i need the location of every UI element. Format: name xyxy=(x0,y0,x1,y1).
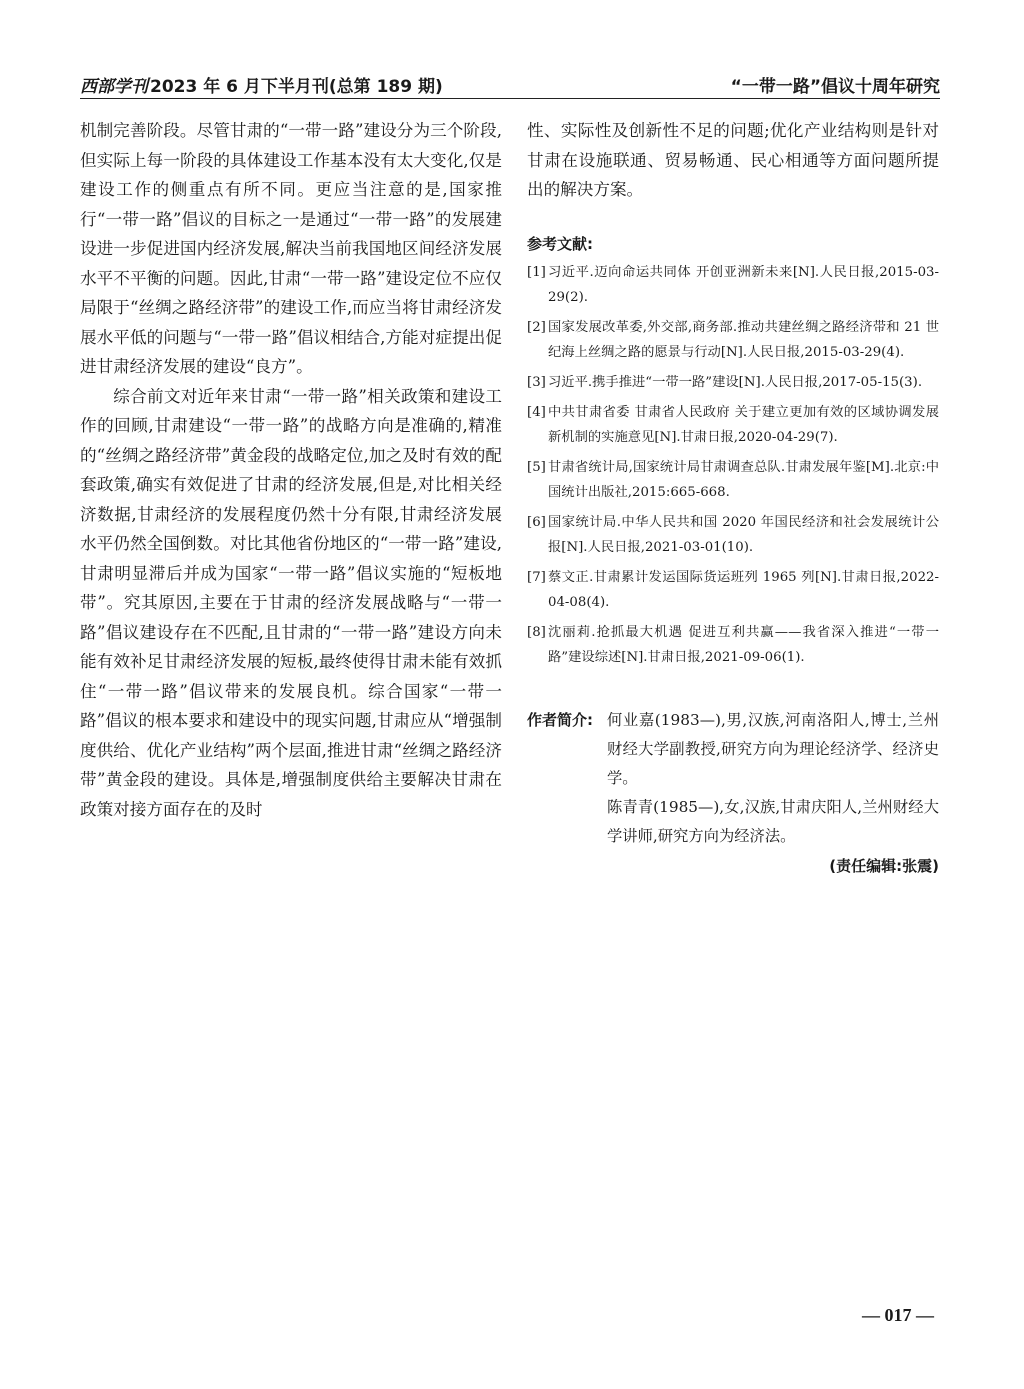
reference-number: [6] xyxy=(527,514,546,530)
section-title: “一带一路”倡议十周年研究 xyxy=(730,77,940,97)
reference-item xyxy=(527,315,939,365)
reference-number: [2] xyxy=(527,319,546,335)
author-bio: 何业嘉(1983—),男,汉族,河南洛阳人,博士,兰州财经大学副教授,研究方向为理论经济学、经济史学。 xyxy=(607,710,939,787)
reference-number: [3] xyxy=(527,374,546,390)
page-header xyxy=(80,62,940,97)
reference-text: 国家统计局.中华人民共和国 2020 年国民经济和社会发展统计公报[N].人民日报,2021-03-01(10). xyxy=(548,514,939,555)
reference-text: 甘肃省统计局,国家统计局甘肃调查总队.甘肃发展年鉴[M].北京:中国统计出版社,2015:665-668. xyxy=(548,459,939,500)
reference-item xyxy=(527,370,939,395)
reference-item xyxy=(527,260,939,310)
body-paragraph: 机制完善阶段。尽管甘肃的“一带一路”建设分为三个阶段,但实际上每一阶段的具体建设工作基本没有太大变化,仅是建设工作的侧重点有所不同。更应当注意的是,国家推行“一带一路”倡议的目标之一是通过“一带一路”的发展建设进一步促进国内经济发展,解决当前我国地区间经济发展水平不平衡的问题。因此,甘肃“一带一路”建设定位不应仅局限于“丝绸之路经济带”的建设工作,而应当将甘肃经济发展水平低的问题与“一带一路”倡议相结合,方能对症提出促进甘肃经济发展的建设“良方”。 xyxy=(80,121,502,376)
author-bio: 陈青青(1985—),女,汉族,甘肃庆阳人,兰州财经大学讲师,研究方向为经济法。 xyxy=(607,797,939,845)
reference-number: [5] xyxy=(527,459,546,475)
page-number: — 017 — xyxy=(862,1305,934,1325)
author-info xyxy=(527,706,939,851)
body-paragraph: 性、实际性及创新性不足的问题;优化产业结构则是针对甘肃在设施联通、贸易畅通、民心相通等方面问题所提出的解决方案。 xyxy=(527,121,939,199)
reference-number: [1] xyxy=(527,264,546,280)
issue-info: 2023 年 6 月下半月刊(总第 189 期) xyxy=(150,77,443,97)
reference-text: 中共甘肃省委 甘肃省人民政府 关于建立更加有效的区域协调发展新机制的实施意见[N].甘肃日报,2020-04-29(7). xyxy=(548,404,939,445)
header-rule xyxy=(80,98,940,99)
body-paragraph: 综合前文对近年来甘肃“一带一路”相关政策和建设工作的回顾,甘肃建设“一带一路”的战略方向是准确的,精准的“丝绸之路经济带”黄金段的战略定位,加之及时有效的配套政策,确实有效促进了甘肃的经济发展,但是,对比相关经济数据,甘肃经济的发展程度仍然十分有限,甘肃经济发展水平仍然全国倒数。对比其他省份地区的“一带一路”建设,甘肃明显滞后并成为国家“一带一路”倡议实施的“短板地带”。究其原因,主要在于甘肃的经济发展战略与“一带一路”倡议建设存在不匹配,且甘肃的“一带一路”建设方向未能有效补足甘肃经济发展的短板,最终使得甘肃未能有效抓住“一带一路”倡议带来的发展良机。综合国家“一带一路”倡议的根本要求和建设中的现实问题,甘肃应从“增强制度供给、优化产业结构”两个层面,推进甘肃“丝绸之路经济带”黄金段的建设。具体是,增强制度供给主要解决甘肃在政策对接方面存在的及时 xyxy=(80,386,502,819)
left-column xyxy=(80,116,502,824)
reference-item xyxy=(527,620,939,670)
reference-text: 沈丽莉.抢抓最大机遇 促进互利共赢——我省深入推进“一带一路”建设综述[N].甘肃日报,2021-09-06(1). xyxy=(548,624,939,665)
reference-item xyxy=(527,565,939,615)
reference-number: [4] xyxy=(527,404,546,420)
journal-logo: 西部学刊 xyxy=(80,77,148,97)
references-heading: 参考文献: xyxy=(527,234,593,253)
reference-number: [8] xyxy=(527,624,546,640)
editor-note: (责任编辑:张震) xyxy=(829,856,939,875)
reference-text: 国家发展改革委,外交部,商务部.推动共建丝绸之路经济带和 21 世纪海上丝绸之路的愿景与行动[N].人民日报,2015-03-29(4). xyxy=(548,319,939,360)
references-list xyxy=(527,260,939,670)
reference-item xyxy=(527,510,939,560)
journal-issue xyxy=(80,72,443,97)
reference-item xyxy=(527,455,939,505)
reference-text: 习近平.迈向命运共同体 开创亚洲新未来[N].人民日报,2015-03-29(2). xyxy=(548,264,939,305)
reference-text: 蔡文正.甘肃累计发运国际货运班列 1965 列[N].甘肃日报,2022-04-08(4). xyxy=(548,569,939,610)
author-label: 作者简介: xyxy=(527,710,593,729)
reference-number: [7] xyxy=(527,569,546,585)
reference-item xyxy=(527,400,939,450)
reference-text: 习近平.携手推进“一带一路”建设[N].人民日报,2017-05-15(3). xyxy=(548,374,923,390)
right-column xyxy=(527,116,939,879)
